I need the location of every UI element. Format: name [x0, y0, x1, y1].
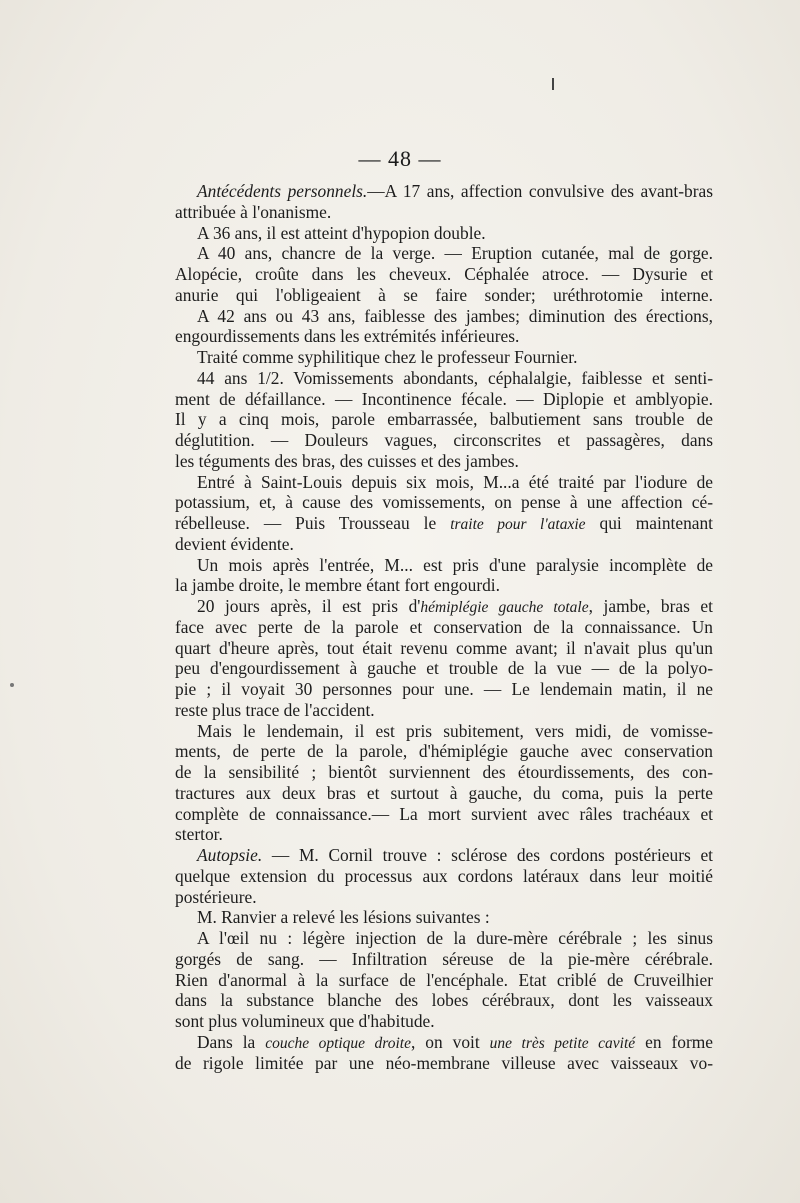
scan-speck — [552, 78, 554, 90]
text-line — [175, 430, 713, 451]
text-segment: dans la substance blanche des lobes cérébraux, dont les vaisseaux — [175, 990, 713, 1011]
text-line — [175, 575, 713, 596]
text-line — [175, 347, 713, 368]
text-line — [175, 638, 713, 659]
text-segment: reste plus trace de l'accident. — [175, 699, 375, 720]
text-segment: les téguments des bras, des cuisses et des jambes. — [175, 450, 519, 471]
text-line — [175, 596, 713, 617]
text-line — [175, 1011, 713, 1032]
text-segment: Alopécie, croûte dans les cheveux. Céphalée atroce. — Dysurie et — [175, 264, 713, 284]
text-line — [175, 907, 713, 928]
text-line — [175, 223, 713, 244]
text-segment: —A 17 ans, affection convulsive des avant-bras — [367, 181, 713, 201]
text-segment: , jambe, bras et — [588, 596, 713, 616]
text-line — [175, 264, 713, 285]
text-line — [175, 409, 713, 430]
text-line — [175, 990, 713, 1011]
text-segment: Antécédents personnels. — [197, 181, 368, 201]
text-segment: A 42 ans ou 43 ans, faiblesse des jambes; diminution des érections, — [197, 305, 713, 326]
text-segment: qui maintenant — [585, 513, 714, 533]
text-segment: rébelleuse. — Puis Trousseau le — [175, 513, 451, 533]
text-segment: — M. Cornil trouve : sclérose des cordons postérieurs et — [262, 845, 713, 865]
text-line — [175, 804, 713, 825]
scan-dot — [10, 683, 14, 687]
text-segment: potassium, et, à cause des vomissements, on pense à une affection cé- — [175, 492, 713, 513]
text-line — [175, 513, 713, 534]
text-line — [175, 202, 713, 223]
text-segment: la jambe droite, le membre étant fort engourdi. — [175, 575, 500, 596]
text-line — [175, 181, 713, 202]
text-segment: gorgés de sang. — Infiltration séreuse de la pie-mère cérébrale. — [175, 948, 713, 969]
text-segment: déglutition. — Douleurs vagues, circonscrites et passagères, dans — [175, 430, 713, 450]
text-segment: couche optique droite — [265, 1034, 411, 1052]
text-segment: Traité comme syphilitique chez le professeur Fournier. — [197, 347, 578, 367]
text-line — [175, 887, 713, 908]
text-segment: Dans la — [197, 1031, 266, 1052]
text-segment: en forme — [635, 1031, 713, 1052]
text-line — [175, 700, 713, 721]
text-segment: Un mois après l'entrée, M... est pris d'une paralysie incomplète de — [197, 554, 713, 575]
text-line — [175, 534, 713, 555]
text-segment: tractures aux deux bras et surtout à gauche, du coma, puis la perte — [175, 782, 713, 803]
text-line — [175, 243, 713, 264]
text-segment: Autopsie. — [197, 845, 263, 865]
text-line — [175, 762, 713, 783]
text-segment: de rigole limitée par une néo-membrane villeuse avec vaisseaux vo- — [175, 1052, 713, 1073]
text-segment: quart d'heure après, tout était revenu comme avant; il n'avait plus qu'un — [175, 637, 713, 658]
text-line — [175, 928, 713, 949]
text-line — [175, 783, 713, 804]
text-segment: anurie qui l'obligeaient à se faire sonder; uréthrotomie interne. — [175, 284, 713, 305]
text-line — [175, 285, 713, 306]
text-line — [175, 845, 713, 866]
page-number: — 48 — — [358, 146, 442, 171]
text-line — [175, 679, 713, 700]
text-line — [175, 368, 713, 389]
text-segment: A 36 ans, il est atteint d'hypopion double. — [197, 222, 486, 243]
text-segment: A l'œil nu : légère injection de la dure-mère cérébrale ; les sinus — [197, 928, 713, 948]
text-segment: M. Ranvier a relevé les lésions suivantes : — [197, 907, 490, 928]
text-segment: attribuée à l'onanisme. — [175, 201, 332, 222]
text-segment: une très petite cavité — [489, 1034, 636, 1052]
text-line — [175, 741, 713, 762]
text-segment: hémiplégie gauche totale — [420, 599, 589, 616]
text-segment: Mais le lendemain, il est pris subitement, vers midi, de vomisse- — [197, 720, 713, 741]
text-line — [175, 721, 713, 742]
text-segment: ments, de perte de la parole, d'hémiplégie gauche avec conservation — [175, 741, 713, 762]
text-segment: Entré à Saint-Louis depuis six mois, M...a été traité par l'iodure de — [197, 471, 713, 492]
text-segment: 44 ans 1/2. Vomissements abondants, céphalalgie, faiblesse et senti- — [197, 367, 713, 388]
text-segment: engourdissements dans les extrémités inférieures. — [175, 326, 520, 347]
text-line — [175, 451, 713, 472]
text-line — [175, 824, 713, 845]
text-line — [175, 389, 713, 410]
text-segment: traite pour l'ataxie — [450, 516, 586, 533]
text-line — [175, 555, 713, 576]
text-segment: sont plus volumineux que d'habitude. — [175, 1011, 435, 1031]
text-line — [175, 326, 713, 347]
text-line — [175, 306, 713, 327]
text-segment: quelque extension du processus aux cordons latéraux dans leur moitié — [175, 865, 713, 886]
text-segment: Il y a cinq mois, parole embarrassée, balbutiement sans trouble de — [175, 409, 713, 430]
text-line — [175, 658, 713, 679]
text-segment: de la sensibilité ; bientôt surviennent des étourdissements, des con- — [175, 762, 713, 782]
text-segment: pie ; il voyait 30 personnes pour une. — Le lendemain matin, il ne — [175, 679, 713, 699]
text-segment: postérieure. — [175, 886, 257, 907]
body-text — [175, 181, 713, 1073]
text-segment: ment de défaillance. — Incontinence fécale. — Diplopie et amblyopie. — [175, 388, 713, 409]
text-segment: , on voit — [411, 1031, 490, 1052]
text-segment: peu d'engourdissement à gauche et trouble de la vue — de la polyo- — [175, 658, 713, 679]
text-segment: stertor. — [175, 824, 223, 845]
text-segment: face avec perte de la parole et conservation de la connaissance. Un — [175, 616, 713, 637]
text-line — [175, 617, 713, 638]
text-segment: A 40 ans, chancre de la verge. — Eruption cutanée, mal de gorge. — [197, 243, 713, 264]
text-segment: complète de connaissance.— La mort survient avec râles trachéaux et — [175, 803, 713, 824]
text-line — [175, 1053, 713, 1074]
text-line — [175, 472, 713, 493]
text-line — [175, 866, 713, 887]
text-line — [175, 949, 713, 970]
text-segment: Rien d'anormal à la surface de l'encéphale. Etat criblé de Cruveilhier — [175, 969, 713, 990]
text-line — [175, 1032, 713, 1053]
text-line — [175, 492, 713, 513]
text-segment: 20 jours après, il est pris d' — [197, 596, 421, 616]
text-segment: devient évidente. — [175, 533, 294, 554]
text-line — [175, 970, 713, 991]
